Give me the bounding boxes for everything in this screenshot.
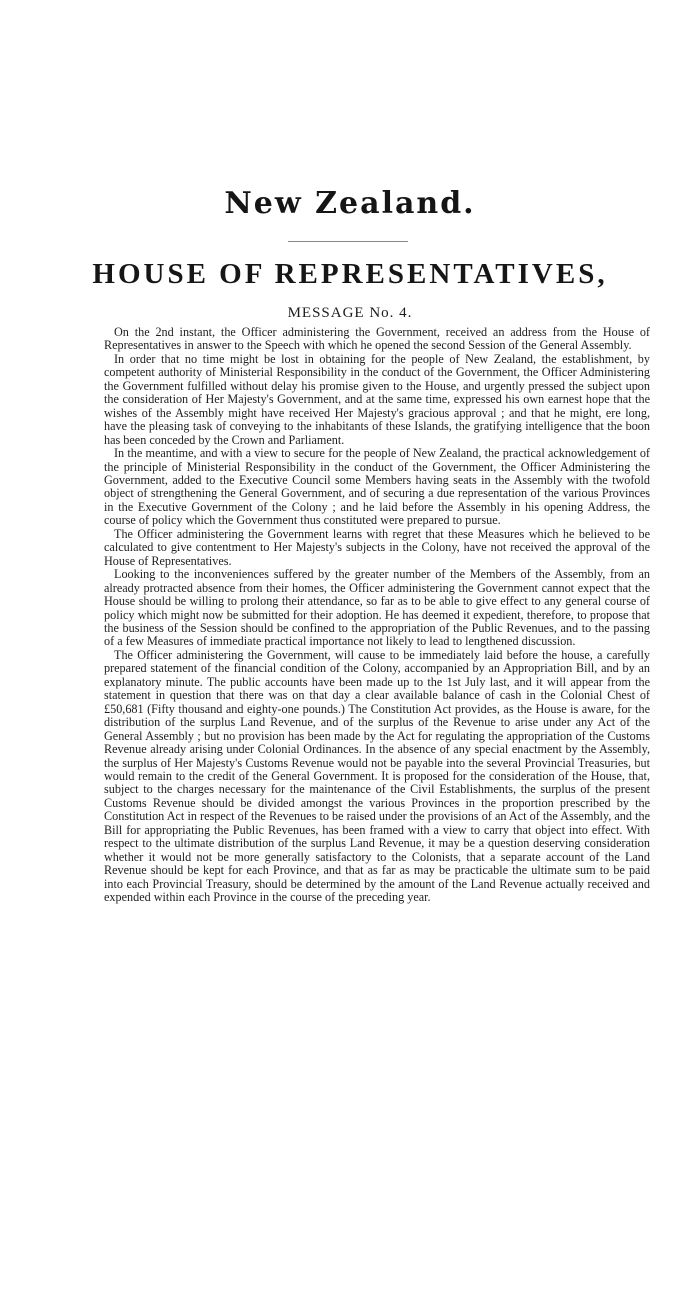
- message-number: MESSAGE No. 4.: [287, 305, 413, 321]
- masthead-title: New Zealand.: [224, 186, 476, 221]
- paragraph: In the meantime, and with a view to secure for the people of New Zealand, the practical acknowledgement of the principle of Ministerial Responsibility in the conduct of the Government, the Officer Administering the Government, added to the Executive Council some Members having seats in the Assembly with the twofold object of strengthening the General Government, and of securing a due representation of the various Provinces in the Executive Government of the Colony ; and he laid before the Assembly in his opening Address, the course of policy which the Government thus constituted were prepared to pursue.: [104, 446, 650, 528]
- message-body: [104, 326, 650, 904]
- paragraph: The Officer administering the Government, will cause to be immediately laid before the house, a carefully prepared statement of the financial condition of the Colony, accompanied by an Appropriation Bill, and by an explanatory minute. The public accounts have been made up to the 1st July last, and it will appear from the statement in question that there was on that day a clear available balance of cash in the Colonial Chest of £50,681 (Fifty thousand and eighty-one pounds.) The Constitution Act provides, as the House is aware, for the distribution of the surplus Land Revenue, and of the surplus of the Revenue to arise under any Act of the General Assembly ; but no provision has been made by the Act for regulating the appropriation of the Customs Revenue already arising under Colonial Ordinances. In the absence of any special enactment by the Assembly, the surplus of Her Majesty's Customs Revenue would not be payable into the several Provincial Treasuries, but would remain to the credit of the General Government. It is proposed for the consideration of the House, that, subject to the charges necessary for the maintenance of the Civil Establishments, the surplus of the present Customs Revenue should be divided amongst the various Provinces in the proportion prescribed by the Constitution Act in respect of the Revenues to be raised under the provisions of an Act of the Assembly, and the Bill for appropriating the Public Revenues, has been framed with a view to carry that object into effect. With respect to the ultimate distribution of the surplus Land Revenue, it may be a question deserving consideration whether it would not be more generally satisfactory to the Colonists, that a separate account of the Land Revenue should be kept for each Province, and that as far as may be practicable the ultimate sum to be paid into each Provincial Treasury, should be determined by the amount of the Land Revenue actually received and expended within each Province in the course of the preceding year.: [104, 647, 650, 905]
- paragraph: On the 2nd instant, the Officer administering the Government, received an address from the House of Representatives in answer to the Speech with which he opened the second Session of the General Assembly.: [104, 325, 650, 353]
- paragraph: The Officer administering the Government learns with regret that these Measures which he believed to be calculated to give contentment to Her Majesty's subjects in the Colony, have not received the approval of the House of Representatives.: [104, 526, 650, 568]
- paragraph: In order that no time might be lost in obtaining for the people of New Zealand, the establishment, by competent authority of Ministerial Responsibility in the conduct of the Government, the Officer Administering the Government fulfilled without delay his promise given to the House, and urgently pressed the subject upon the consideration of Her Majesty's Government, and at the same time, expressed his own earnest hope that the wishes of the Assembly might have received Her Majesty's gracious approval ; and that he might, ere long, have the pleasing task of conveying to the inhabitants of these Islands, the gratifying intelligence that the boon has been conceded by the Crown and Parliament.: [104, 351, 650, 447]
- title-divider: [288, 241, 408, 242]
- paragraph: Looking to the inconveniences suffered by the greater number of the Members of the Assembly, from an already protracted absence from their homes, the Officer administering the Government cannot expect that the House should be willing to prolong their attendance, so far as to be able to give effect to any general course of policy which might now be submitted for their adoption. He has deemed it expedient, therefore, to propose that the business of the Session should be confined to the appropriation of the Public Revenues, and to the passing of a few Measures of immediate practical importance not likely to lead to lengthened discussion.: [104, 567, 650, 649]
- house-title: HOUSE OF REPRESENTATIVES,: [92, 258, 608, 290]
